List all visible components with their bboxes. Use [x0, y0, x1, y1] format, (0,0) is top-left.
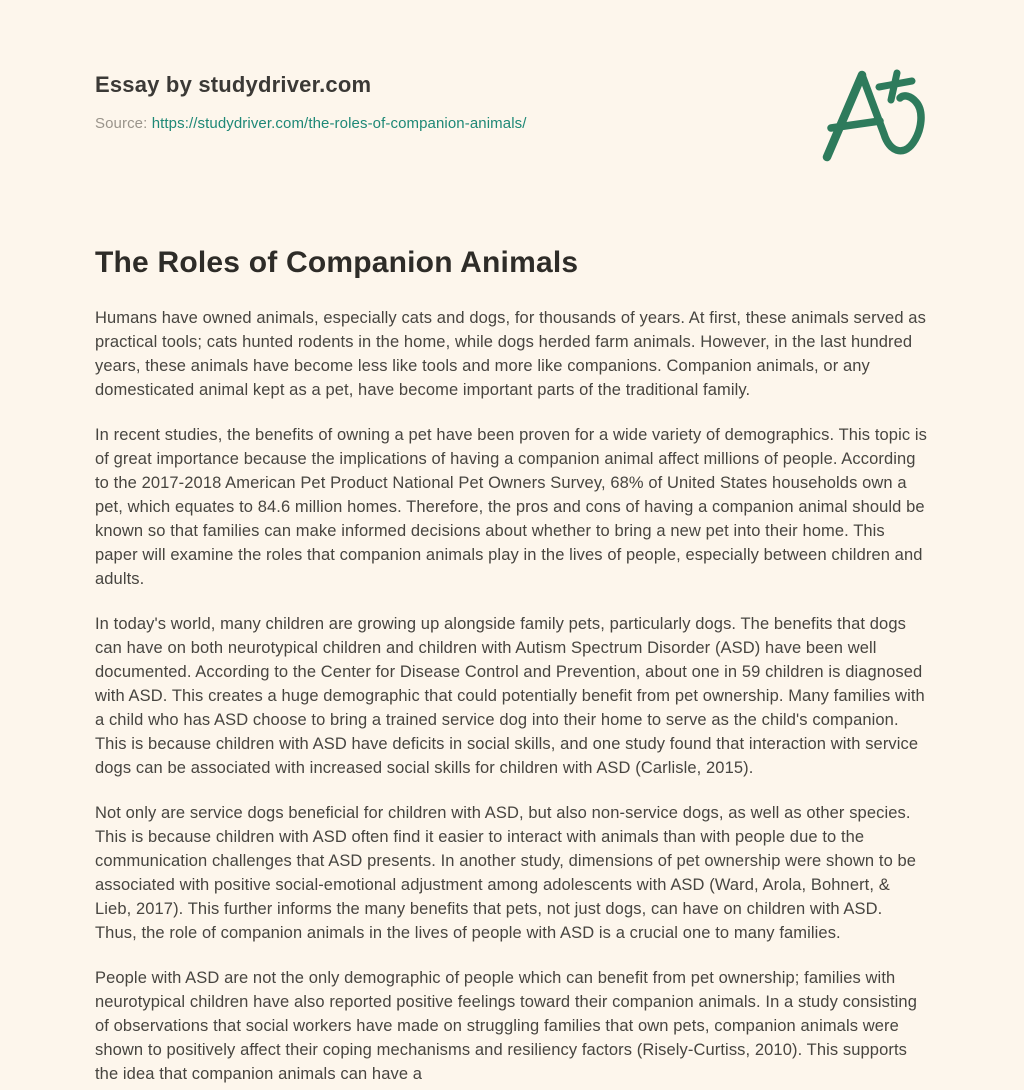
article-body — [95, 306, 927, 1086]
source-row — [95, 115, 929, 132]
essay-byline: Essay by studydriver.com — [95, 72, 372, 97]
essay-paragraph: In recent studies, the benefits of owning a pet have been proven for a wide variety of demographics. This topic is of great importance because the implications of having a companion animal affect millions of people. According to the 2017-2018 American Pet Product National Pet Owners Survey, 68% of United States households own a pet, which equates to 84.6 million homes. Therefore, the pros and cons of having a companion animal should be known so that families can make informed decisions about whether to bring a new pet into their home. This paper will examine the roles that companion animals play in the lives of people, especially between children and adults. — [95, 426, 927, 588]
essay-paragraph: In today's world, many children are growing up alongside family pets, particularly dogs. The benefits that dogs can have on both neurotypical children and children with Autism Spectrum Disorder (ASD) have been well documented. According to the Center for Disease Control and Prevention, about one in 59 children is diagnosed with ASD. This creates a huge demographic that could potentially benefit from pet ownership. Many families with a child who has ASD choose to bring a trained service dog into their home to serve as the child's companion. This is because children with ASD have deficits in social skills, and one study found that interaction with service dogs can be associated with increased social skills for children with ASD (Carlisle, 2015). — [95, 615, 925, 777]
source-label: Source: — [95, 115, 148, 132]
essay-paragraph: People with ASD are not the only demographic of people which can benefit from pet ownership; families with neurotypical children have also reported positive feelings toward their companion animals. In a study consisting of observations that social workers have made on struggling families that own pets, companion animals were shown to positively affect their coping mechanisms and resiliency factors (Risely-Curtiss, 2010). This supports the idea that companion animals can have a — [95, 969, 917, 1083]
essay-paragraph: Humans have owned animals, especially cats and dogs, for thousands of years. At first, these animals served as practical tools; cats hunted rodents in the home, while dogs herded farm animals. However, in the last hundred years, these animals have become less like tools and more like companions. Companion animals, or any domesticated animal kept as a pet, have become important parts of the traditional family. — [95, 309, 926, 399]
essay-paragraph: Not only are service dogs beneficial for children with ASD, but also non-service dogs, as well as other species. This is because children with ASD often find it easier to interact with animals than with people due to the communication challenges that ASD presents. In another study, dimensions of pet ownership were shown to be associated with positive social-emotional adjustment among adolescents with ASD (Ward, Arola, Bohnert, & Lieb, 2017). This further informs the many benefits that pets, not just dogs, can have on children with ASD. Thus, the role of companion animals in the lives of people with ASD is a crucial one to many families. — [95, 804, 917, 942]
article-title: The Roles of Companion Animals — [95, 246, 579, 279]
a-plus-logo-icon — [818, 64, 932, 166]
source-url-link[interactable]: https://studydriver.com/the-roles-of-companion-animals/ — [151, 115, 527, 132]
